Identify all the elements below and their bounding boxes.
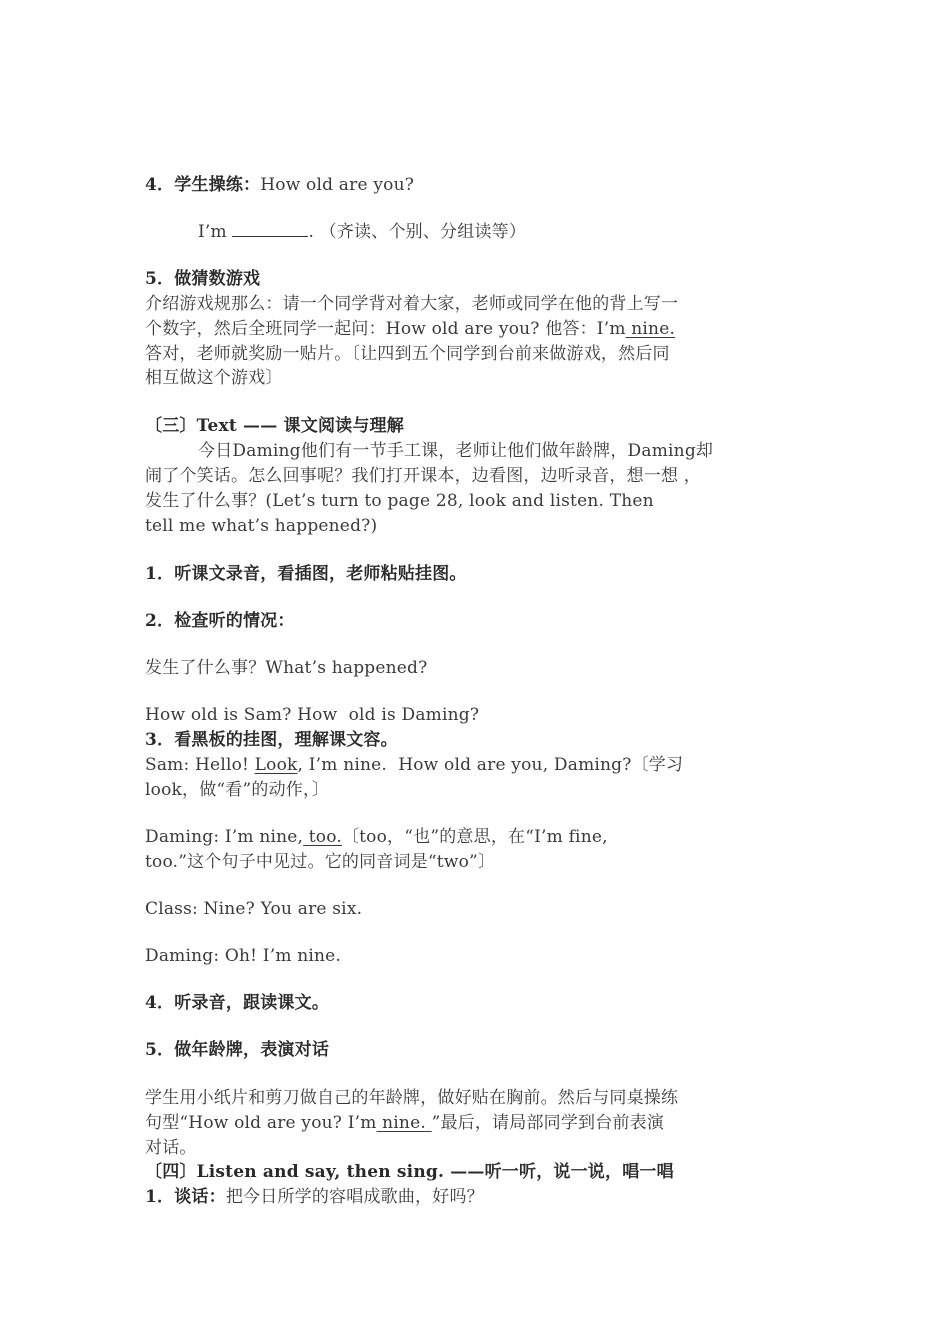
pattern-rest-text: ”最后，请局部同学到台前表演 (431, 1113, 665, 1133)
text-step-4: 4．听录音，跟读课文。 (145, 993, 330, 1013)
section-3-para-line-4: tell me what’s happened?) (145, 516, 378, 536)
underlined-nine: nine. (625, 319, 676, 339)
game-rule-line-4: 相互做这个游戏〕 (145, 368, 283, 388)
step-4-question: How old are you? (260, 175, 415, 195)
answer-blank (232, 222, 308, 237)
check-question-1: 发生了什么事？What’s happened? (145, 658, 428, 678)
section-4-step-1-label: 1．谈话： (145, 1187, 226, 1207)
underlined-too: too. (303, 827, 342, 847)
step-4-answer-line (198, 220, 526, 244)
class-line: Class: Nine? You are six. (145, 899, 363, 919)
underlined-nine-2: nine. (376, 1113, 432, 1133)
sam-note-line: look，做“看”的动作，〕 (145, 780, 329, 800)
game-rule-line-2 (145, 317, 675, 341)
game-rule-line-1: 介绍游戏规那么：请一个同学背对着大家，老师或同学在他的背上写一 (145, 294, 679, 314)
daming-note-text: 〔too，“也”的意思，在“I’m fine, (341, 827, 608, 847)
step-4-title: 4．学生操练： (145, 175, 261, 195)
answer-suffix: . （齐读、个别、分组读等） (308, 222, 527, 242)
answer-prefix: I’m (198, 222, 233, 242)
section-3-para-line-1: 今日Daming他们有一节手工课，老师让他们做年龄牌，Daming却 (198, 441, 714, 461)
section-4-title: 〔四〕Listen and say, then sing. ——听一听，说一说，唱一唱 (145, 1162, 674, 1182)
text-step-2: 2．检查听的情况： (145, 611, 295, 631)
step-5-para-line-1: 学生用小纸片和剪刀做自己的年龄牌，做好贴在胸前。然后与同桌操练 (145, 1088, 679, 1108)
sam-speaker-text: Sam: Hello! (145, 755, 255, 775)
step-4-line (145, 173, 414, 197)
sam-rest-text: , I’m nine. How old are you, Daming?〔学习 (297, 755, 684, 775)
section-3-para-line-3: 发生了什么事？(Let’s turn to page 28, look and listen. Then (145, 491, 654, 511)
daming-line-1 (145, 825, 608, 849)
step-5-para-line-3: 对话。 (145, 1138, 197, 1158)
step-5-title: 5．做猜数游戏 (145, 269, 261, 289)
section-3-para-line-2: 闹了个笑话。怎么回事呢？我们打开课本，边看图，边听录音，想一想 ， (145, 466, 702, 486)
section-4-step-1-text: 把今日所学的容唱成歌曲，好吗？ (225, 1187, 484, 1207)
text-step-3: 3．看黑板的挂图，理解课文容。 (145, 730, 398, 750)
pattern-text: 句型“How old are you? I’m (145, 1113, 377, 1133)
check-question-2: How old is Sam? How old is Daming? (145, 705, 480, 725)
daming-line-2: Daming: Oh! I’m nine. (145, 946, 342, 966)
text-step-1: 1．听课文录音，看插图，老师粘贴挂图。 (145, 564, 467, 584)
game-rule-line-3: 答对，老师就奖励一贴片。〔让四到五个同学到台前来做游戏，然后同 (145, 344, 670, 364)
game-rule-text: 个数字，然后全班同学一起问：How old are you? 他答：I’m (145, 319, 626, 339)
sam-line (145, 753, 683, 777)
section-4-step-1 (145, 1185, 484, 1209)
section-3-title: 〔三〕Text —— 课文阅读与理解 (145, 416, 404, 436)
underlined-look: Look (254, 755, 298, 775)
text-step-5: 5．做年龄牌，表演对话 (145, 1040, 330, 1060)
daming-note-line: too.”这个句子中见过。它的同音词是“two”〕 (145, 852, 496, 872)
step-5-para-line-2 (145, 1111, 664, 1135)
daming-speaker-text: Daming: I’m nine, (145, 827, 304, 847)
